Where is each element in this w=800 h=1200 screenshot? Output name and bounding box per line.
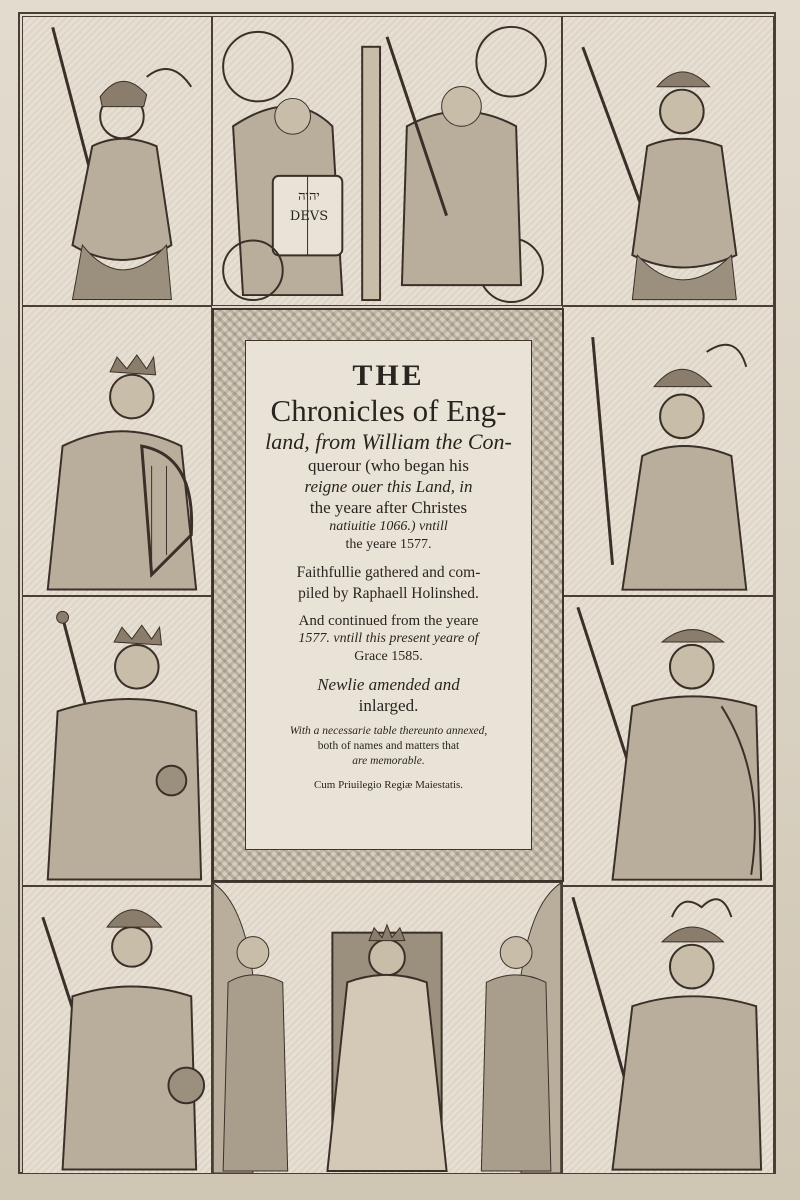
title-line-7: the yeare 1577. bbox=[345, 537, 432, 552]
amended-line-2: inlarged. bbox=[358, 696, 419, 715]
title-text-block bbox=[245, 340, 532, 850]
table-note-line-2: both of names and matters that bbox=[317, 740, 460, 752]
figure-knight-plumed-helmet bbox=[562, 886, 774, 1174]
king-harp-illustration bbox=[23, 307, 211, 595]
title-line-2: land, from William the Con- bbox=[265, 429, 512, 454]
tablet-inscription bbox=[279, 187, 339, 227]
figure-knight-with-orb bbox=[22, 886, 212, 1174]
title-the: THE bbox=[352, 359, 425, 392]
continuation-line-3: Grace 1585. bbox=[354, 649, 423, 664]
figure-armored-knight bbox=[562, 16, 774, 306]
title-line-4: reigne ouer this Land, in bbox=[304, 477, 473, 496]
title-line-5: the yeare after Christes bbox=[309, 498, 468, 517]
title-line-6: natiuitie 1066.) vntill bbox=[329, 519, 448, 534]
warrior-cloak-illustration bbox=[563, 597, 773, 885]
figure-warrior-with-sword bbox=[562, 306, 774, 596]
amended-line-1: Newlie amended and bbox=[317, 675, 460, 694]
figure-armored-king bbox=[22, 16, 212, 306]
figure-enthroned-queen bbox=[212, 882, 562, 1174]
figure-king-with-scepter bbox=[22, 596, 212, 886]
tablet-latin: DEVS bbox=[289, 209, 329, 224]
tablet-hebrew: יהוה bbox=[298, 189, 320, 204]
enthroned-queen-illustration bbox=[213, 883, 561, 1173]
continuation-line-2: 1577. vntill this present yeare of bbox=[298, 631, 479, 646]
table-note-line-1: With a necessarie table thereunto annexed, bbox=[289, 725, 488, 737]
knight-plumed-illustration bbox=[563, 887, 773, 1173]
figure-warrior-with-cloak bbox=[562, 596, 774, 886]
title-chronicles: Chronicles of Eng- bbox=[270, 393, 507, 428]
compiler-line-2: piled by Raphaell Holinshed. bbox=[298, 585, 479, 602]
armored-knight-illustration bbox=[563, 17, 773, 305]
table-note-line-3: are memorable. bbox=[352, 755, 425, 767]
knight-orb-illustration bbox=[23, 887, 211, 1173]
figure-king-with-harp bbox=[22, 306, 212, 596]
king-scepter-illustration bbox=[23, 597, 211, 885]
royal-privilege: Cum Priuilegio Regiæ Maiestatis. bbox=[313, 779, 464, 791]
compiler-line-1: Faithfullie gathered and com- bbox=[296, 564, 481, 581]
figure-moses-and-warrior bbox=[212, 16, 562, 306]
armored-king-illustration bbox=[23, 17, 211, 305]
title-line-3: querour (who began his bbox=[308, 456, 469, 475]
moses-warrior-illustration bbox=[213, 17, 561, 305]
warrior-sword-illustration bbox=[563, 307, 773, 595]
continuation-line-1: And continued from the yeare bbox=[298, 613, 479, 629]
